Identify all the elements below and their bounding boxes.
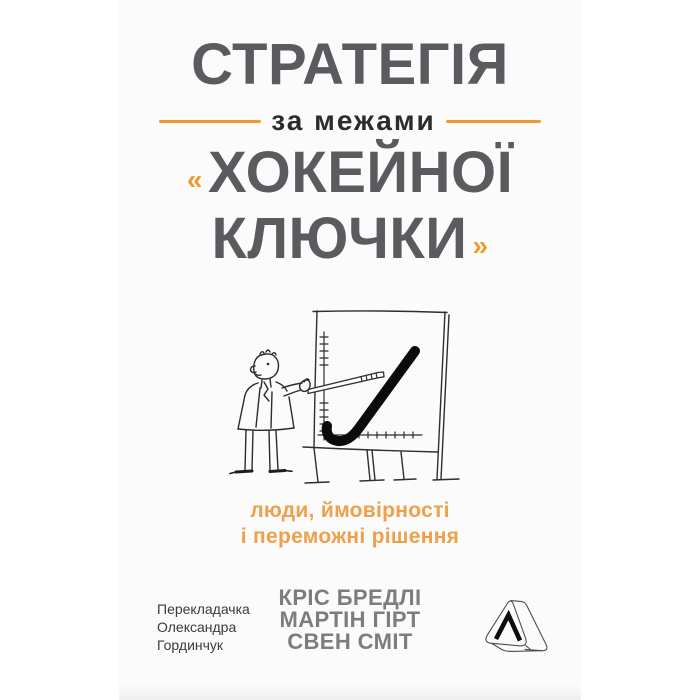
hockey-stick-curve [327,351,415,441]
tagline-text: за межами [271,105,436,136]
tagline-rule-right [446,120,541,123]
translator-role: Перекладачка [157,601,250,617]
pointer-stick [308,372,384,394]
subtitle-line-1: люди, ймовірності [250,499,450,522]
quoted-title-line-1 [120,142,580,214]
board-left-edge [314,311,317,448]
translator-first-name: Олександра [157,619,237,635]
coat-left [238,383,258,429]
open-guillemet: « [186,164,203,195]
board-top-edge [313,311,447,313]
legs [245,430,278,470]
subtitle-line-2: і переможні рішення [240,525,460,548]
hockey-stick-cartoon-illustration [212,298,468,493]
quoted-title-line-2 [120,208,580,280]
author-name: КРІС БРЕДЛІ [278,585,422,610]
author-name: СВЕН СМІТ [287,629,413,654]
mouth [255,374,261,375]
close-guillemet: » [472,230,489,261]
left-foot [236,471,252,472]
tagline-rule-left [159,120,261,123]
quoted-title-word-1: ХОКЕЙНОЇ [208,140,514,205]
hand [300,379,311,392]
board-bottom-edge [303,447,438,452]
subtitle [120,498,580,550]
author-name: МАРТІН ГІРТ [279,607,421,632]
eye [267,363,270,366]
publisher-logo-icon [480,596,552,660]
collar-scribble [261,379,271,401]
book-title: СТРАТЕГІЯ [191,32,509,97]
right-foot [270,471,285,472]
coat-right [276,382,294,428]
translator-last-name: Гординчук [157,637,224,653]
tagline-row [120,104,580,138]
quoted-title-word-2: КЛЮЧКИ [211,206,468,271]
cover-bottom-shadow [119,684,581,700]
lambda-glyph [496,615,520,641]
